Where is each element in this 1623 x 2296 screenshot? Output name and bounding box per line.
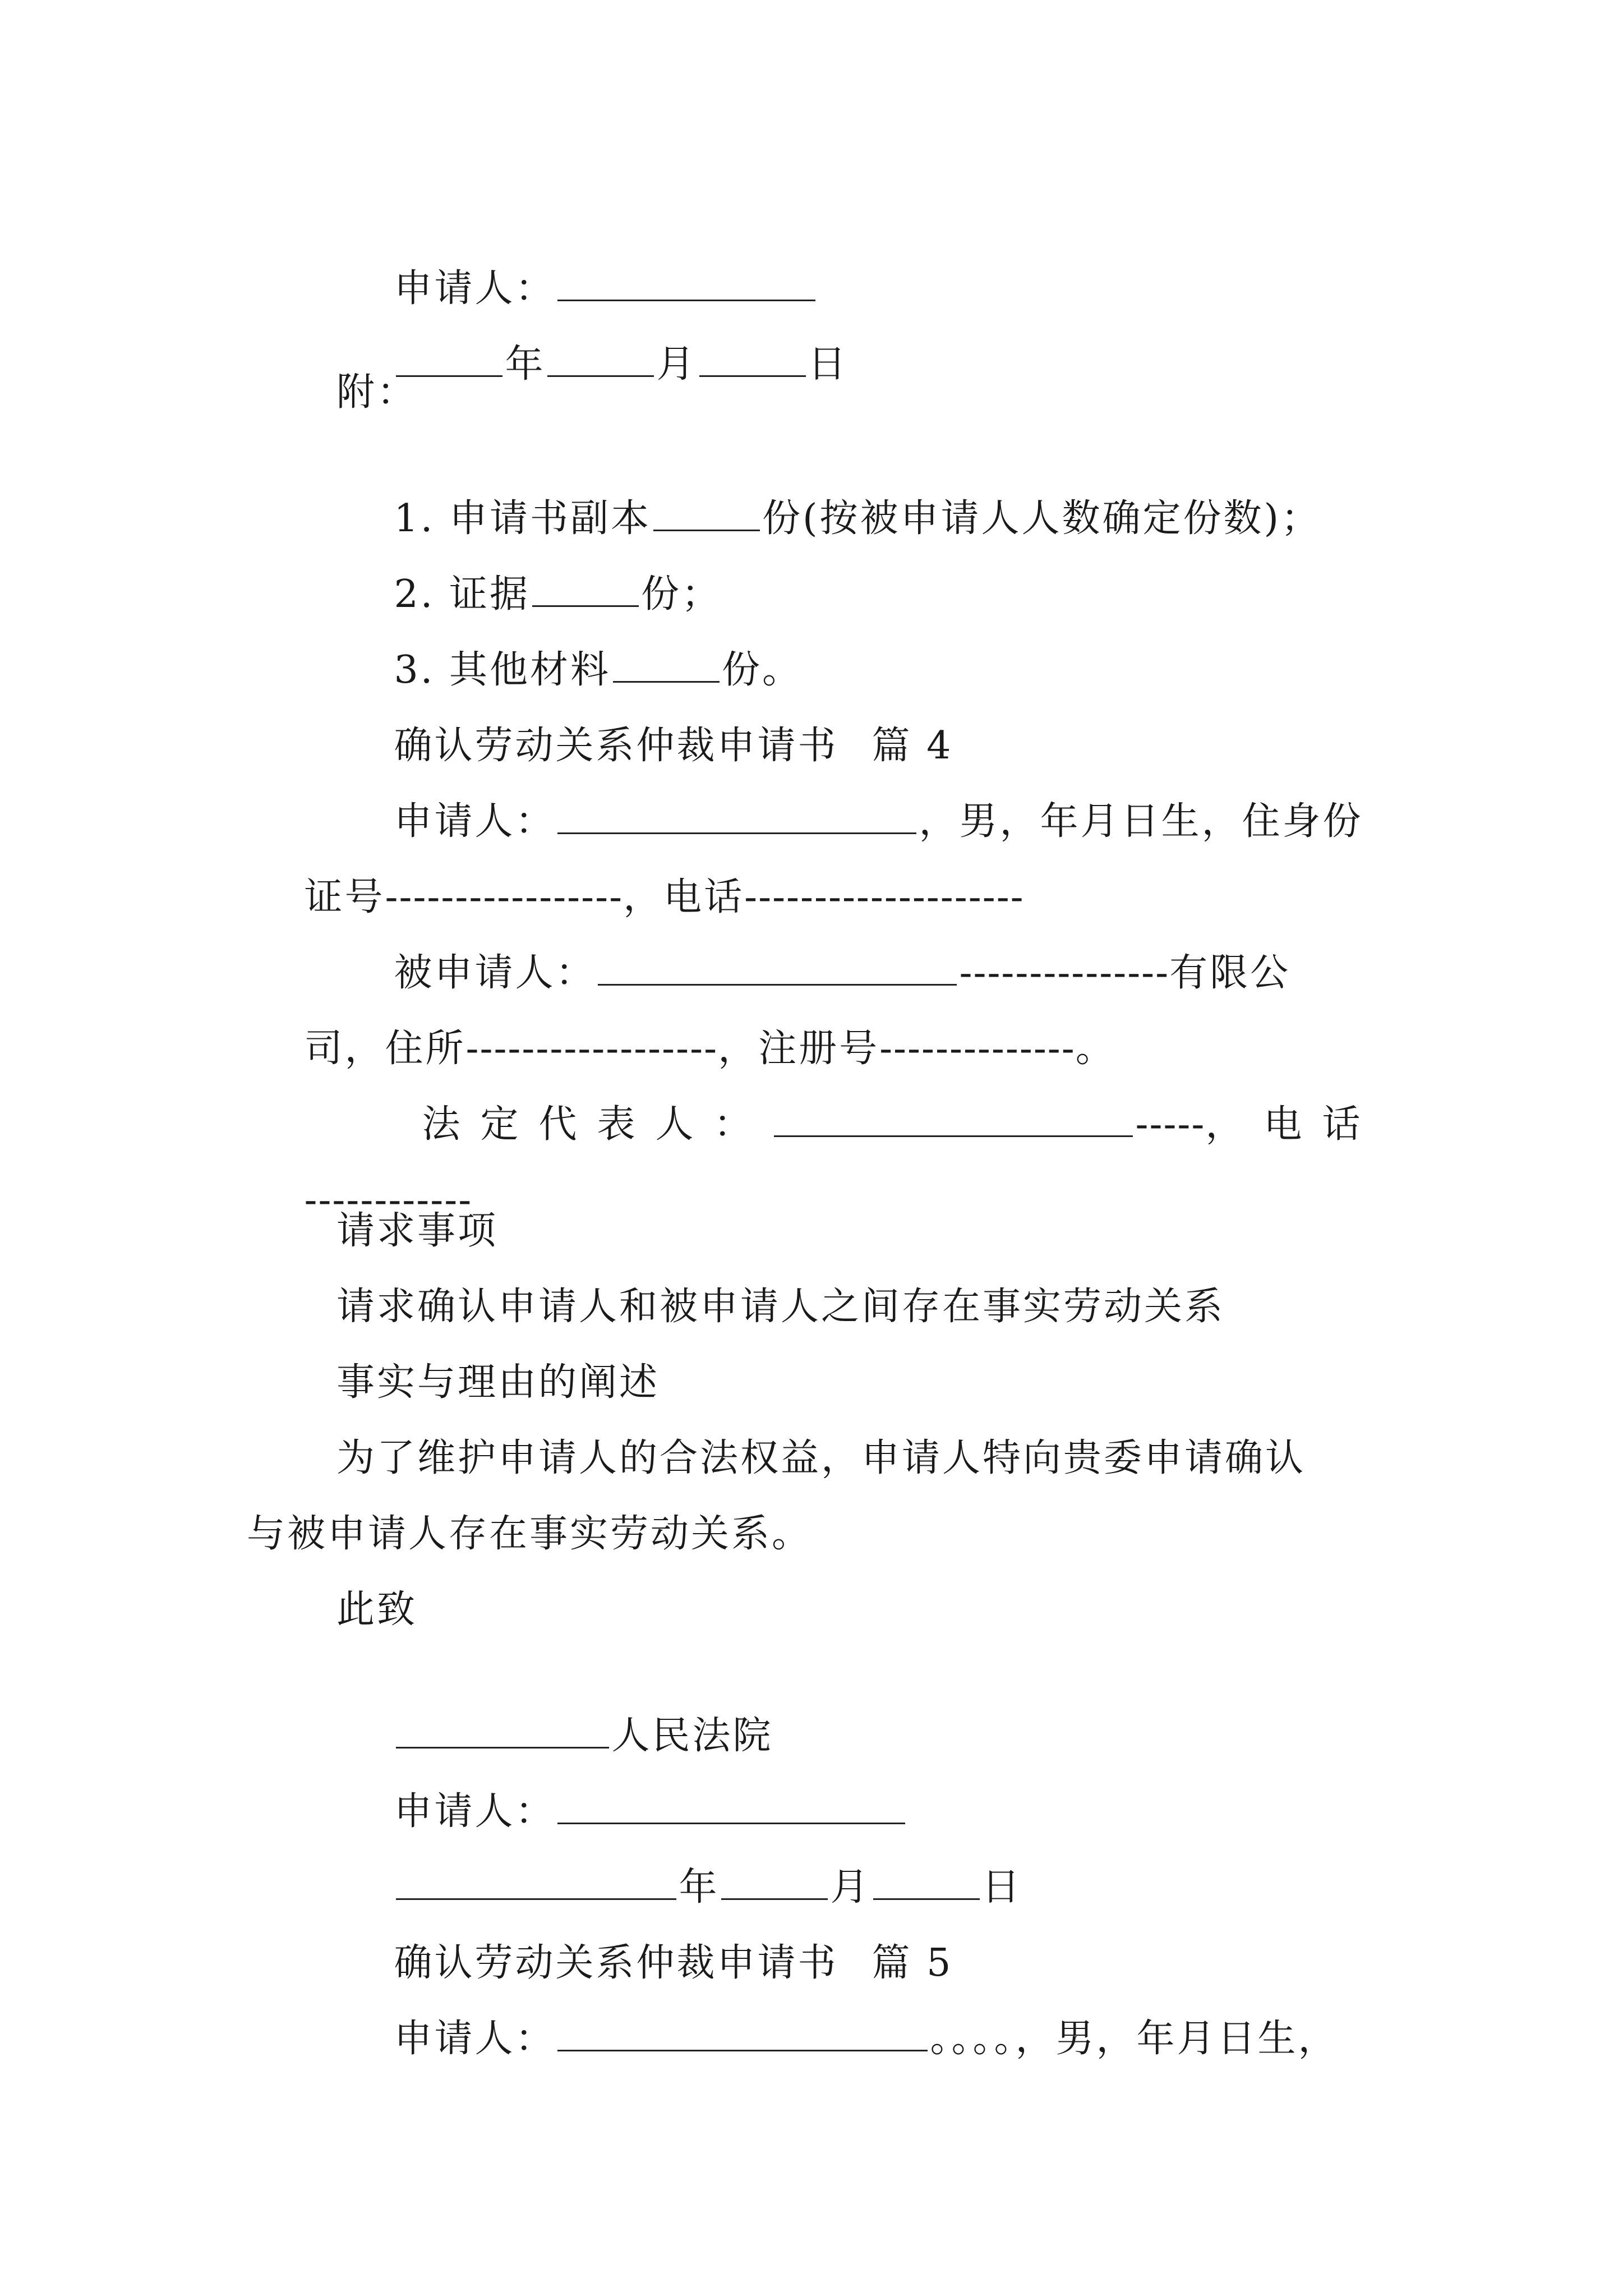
attachment-item-2: 2. 证据 份；: [394, 572, 722, 616]
facts-text-2: 与被申请人存在事实劳动关系。: [247, 1512, 813, 1556]
claims-heading: 请求事项: [336, 1209, 499, 1253]
applicant-id-line: 证号-----------------，电话--------------------: [304, 875, 1025, 919]
facts-text-1: 为了维护申请人的合法权益，申请人特向贵委申请确认: [336, 1436, 1306, 1480]
applicant-label: 申请人：: [394, 266, 556, 311]
applicant-info-line-5: 申请人： 。。。。，男，年月日生，: [394, 2017, 1339, 2061]
blank-field: [557, 2016, 928, 2051]
attachment-item-3: 3. 其他材料 份。: [394, 648, 803, 692]
attachment-item-1: 1. 申请书副本 份(按被申请人人数确定份数)；: [394, 496, 1322, 541]
claims-text: 请求确认申请人和被申请人之间存在事实劳动关系: [336, 1285, 1225, 1329]
respondent-line: 被申请人： ---------------有限公: [394, 951, 1291, 995]
signature-applicant-line-2: 申请人：: [336, 1736, 907, 1888]
court-line: 人民法院: [336, 1660, 773, 1812]
legal-representative-line: 法定代表人： -----，电话: [422, 1102, 1381, 1147]
date-line-2: 年 月 日: [336, 1812, 1022, 1963]
applicant-info-line: 申请人： ，男，年月日生，住身份: [394, 799, 1363, 844]
section-title-4: 确认劳动关系仲裁申请书 篇 4: [394, 724, 953, 768]
section-title-5: 确认劳动关系仲裁申请书 篇 5: [394, 1941, 953, 1985]
date-line: 年 月 日: [336, 289, 849, 440]
attachment-heading: 附：: [336, 370, 418, 415]
blank-field: [699, 342, 806, 377]
respondent-address-line: 司，住所------------------，注册号--------------。: [304, 1027, 1116, 1071]
legal-phone-line: ------------: [304, 1178, 473, 1222]
blank-field: [547, 342, 654, 377]
facts-heading: 事实与理由的阐述: [336, 1360, 660, 1405]
blank-field: [774, 1102, 1133, 1137]
regards-line: 此致: [336, 1588, 418, 1632]
